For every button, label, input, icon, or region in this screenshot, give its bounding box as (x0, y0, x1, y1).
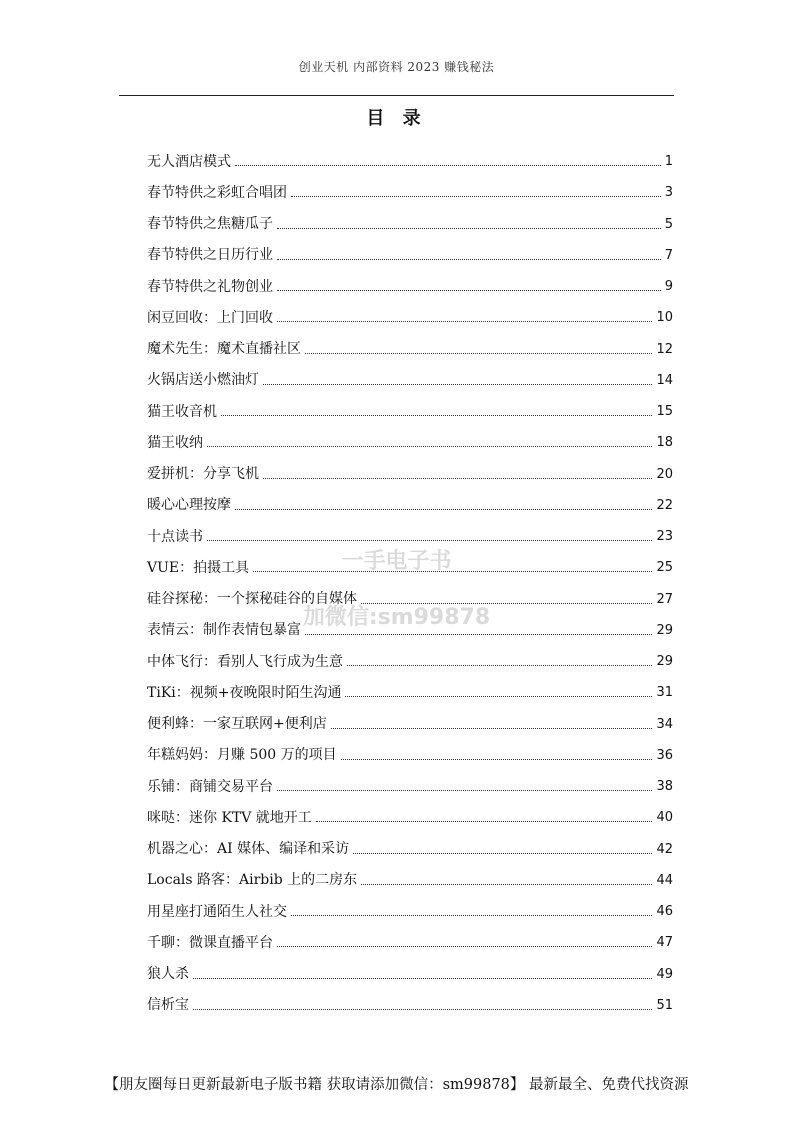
toc-entry-page-number: 23 (656, 529, 673, 545)
toc-entry-page-number: 49 (656, 966, 673, 982)
toc-entry-label: 硅谷探秘：一个探秘硅谷的自媒体 (147, 591, 357, 608)
toc-entry-label: TiKi：视频+夜晚限时陌生沟通 (147, 684, 342, 701)
toc-entry[interactable] (147, 209, 673, 240)
toc-entry[interactable] (147, 834, 673, 865)
toc-entry[interactable] (147, 865, 673, 896)
toc-entry[interactable] (147, 365, 673, 396)
toc-entry-page-number: 18 (656, 435, 673, 451)
table-of-contents (147, 146, 673, 1021)
toc-entry-page-number: 31 (656, 685, 673, 701)
toc-entry[interactable] (147, 959, 673, 990)
toc-entry[interactable] (147, 146, 673, 177)
toc-entry-label: 狼人杀 (147, 966, 189, 983)
toc-entry[interactable] (147, 334, 673, 365)
toc-entry-page-number: 7 (664, 247, 673, 263)
toc-entry-page-number: 15 (656, 404, 673, 420)
toc-entry-page-number: 20 (656, 466, 673, 482)
toc-entry[interactable] (147, 396, 673, 427)
toc-dot-leader (193, 1009, 652, 1010)
toc-entry[interactable] (147, 427, 673, 458)
toc-entry-page-number: 22 (656, 497, 673, 513)
toc-dot-leader (253, 571, 652, 572)
toc-entry-label: 猫王收纳 (147, 434, 203, 451)
toc-entry[interactable] (147, 709, 673, 740)
toc-dot-leader (207, 540, 652, 541)
toc-entry-page-number: 14 (656, 372, 673, 388)
toc-dot-leader (277, 946, 652, 947)
watermark-line-1: 一手电子书 (341, 549, 452, 574)
toc-entry[interactable] (147, 521, 673, 552)
watermark-line-2: 加微信:sm99878 (302, 605, 491, 630)
toc-entry-label: 用星座打通陌生人社交 (147, 903, 287, 920)
toc-dot-leader (291, 915, 652, 916)
toc-dot-leader (207, 446, 652, 447)
toc-entry-label: 猫王收音机 (147, 403, 217, 420)
toc-entry-label: 无人酒店模式 (147, 153, 231, 170)
toc-entry[interactable] (147, 459, 673, 490)
toc-entry-label: 春节特供之礼物创业 (147, 278, 273, 295)
toc-entry-page-number: 51 (656, 997, 673, 1013)
toc-dot-leader (221, 415, 652, 416)
toc-entry[interactable] (147, 271, 673, 302)
toc-dot-leader (263, 384, 652, 385)
toc-entry-label: 表情云：制作表情包暴富 (147, 622, 301, 639)
toc-entry[interactable] (147, 771, 673, 802)
toc-entry-label: 春节特供之焦糖瓜子 (147, 216, 273, 233)
toc-entry-page-number: 34 (656, 716, 673, 732)
toc-entry-page-number: 29 (656, 654, 673, 670)
toc-entry-page-number: 9 (664, 279, 673, 295)
toc-dot-leader (341, 759, 653, 760)
toc-entry[interactable] (147, 240, 673, 271)
toc-entry-label: 咪哒：迷你 KTV 就地开工 (147, 809, 312, 826)
toc-dot-leader (277, 290, 661, 291)
toc-entry-label: 火锅店送小燃油灯 (147, 372, 259, 389)
toc-entry[interactable] (147, 802, 673, 833)
toc-entry-page-number: 40 (656, 810, 673, 826)
toc-entry-page-number: 36 (656, 747, 673, 763)
toc-entry[interactable] (147, 177, 673, 208)
toc-entry-label: 春节特供之彩虹合唱团 (147, 184, 287, 201)
toc-entry[interactable] (147, 646, 673, 677)
toc-entry[interactable] (147, 990, 673, 1021)
toc-entry-page-number: 12 (656, 341, 673, 357)
toc-dot-leader (361, 884, 652, 885)
toc-dot-leader (235, 509, 652, 510)
page-footer: 【朋友圈每日更新最新电子版书籍 获取请添加微信：sm99878】 最新最全、免费代找资源 (104, 1077, 689, 1093)
toc-entry-label: 魔术先生：魔术直播社区 (147, 341, 301, 358)
toc-dot-leader (193, 978, 652, 979)
toc-entry-label: 暖心心理按摩 (147, 497, 231, 514)
page-header: 创业天机 内部资料 2023 赚钱秘法 (298, 60, 495, 74)
toc-dot-leader (291, 196, 661, 197)
toc-entry-page-number: 10 (656, 310, 673, 326)
toc-entry-label: 年糕妈妈：月赚 500 万的项目 (147, 747, 337, 764)
toc-entry-label: 便利蜂：一家互联网+便利店 (147, 716, 327, 733)
toc-entry[interactable] (147, 302, 673, 333)
header-rule (119, 95, 674, 96)
toc-entry-label: 十点读书 (147, 528, 203, 545)
toc-dot-leader (361, 603, 652, 604)
toc-entry[interactable] (147, 490, 673, 521)
toc-entry-label: 爱拼机：分享飞机 (147, 466, 259, 483)
toc-entry-label: 机器之心：AI 媒体、编译和采访 (147, 841, 350, 858)
toc-entry-label: 千聊：微课直播平台 (147, 934, 273, 951)
toc-entry-page-number: 38 (656, 779, 673, 795)
toc-entry[interactable] (147, 740, 673, 771)
toc-entry-page-number: 44 (656, 872, 673, 888)
toc-entry-label: 乐铺：商铺交易平台 (147, 778, 273, 795)
toc-dot-leader (331, 728, 653, 729)
toc-entry-page-number: 47 (656, 935, 673, 951)
toc-dot-leader (277, 259, 661, 260)
toc-dot-leader (353, 853, 652, 854)
toc-entry[interactable] (147, 584, 673, 615)
toc-entry-page-number: 5 (664, 216, 673, 232)
toc-entry-label: 信析宝 (147, 997, 189, 1014)
toc-entry-page-number: 42 (656, 841, 673, 857)
toc-entry[interactable] (147, 552, 673, 583)
page-title: 目 录 (366, 108, 427, 129)
toc-entry[interactable] (147, 927, 673, 958)
toc-entry[interactable] (147, 615, 673, 646)
toc-dot-leader (347, 665, 652, 666)
toc-entry-page-number: 25 (656, 560, 673, 576)
toc-entry-page-number: 46 (656, 904, 673, 920)
toc-dot-leader (277, 790, 652, 791)
toc-dot-leader (305, 353, 652, 354)
toc-entry-page-number: 3 (664, 185, 673, 201)
toc-entry[interactable] (147, 896, 673, 927)
toc-entry[interactable] (147, 677, 673, 708)
toc-entry-label: 春节特供之日历行业 (147, 247, 273, 264)
toc-dot-leader (235, 165, 661, 166)
toc-dot-leader (316, 821, 653, 822)
toc-entry-label: 中体飞行：看别人飞行成为生意 (147, 653, 343, 670)
toc-dot-leader (345, 696, 652, 697)
toc-entry-label: 闲豆回收：上门回收 (147, 309, 273, 326)
toc-dot-leader (277, 228, 661, 229)
toc-entry-label: Locals 路客：Airbib 上的二房东 (147, 872, 358, 889)
toc-entry-page-number: 29 (656, 622, 673, 638)
toc-entry-page-number: 1 (664, 154, 673, 170)
toc-dot-leader (277, 321, 652, 322)
toc-dot-leader (305, 634, 652, 635)
toc-entry-label: VUE：拍摄工具 (147, 559, 250, 576)
toc-entry-page-number: 27 (656, 591, 673, 607)
toc-dot-leader (263, 478, 652, 479)
